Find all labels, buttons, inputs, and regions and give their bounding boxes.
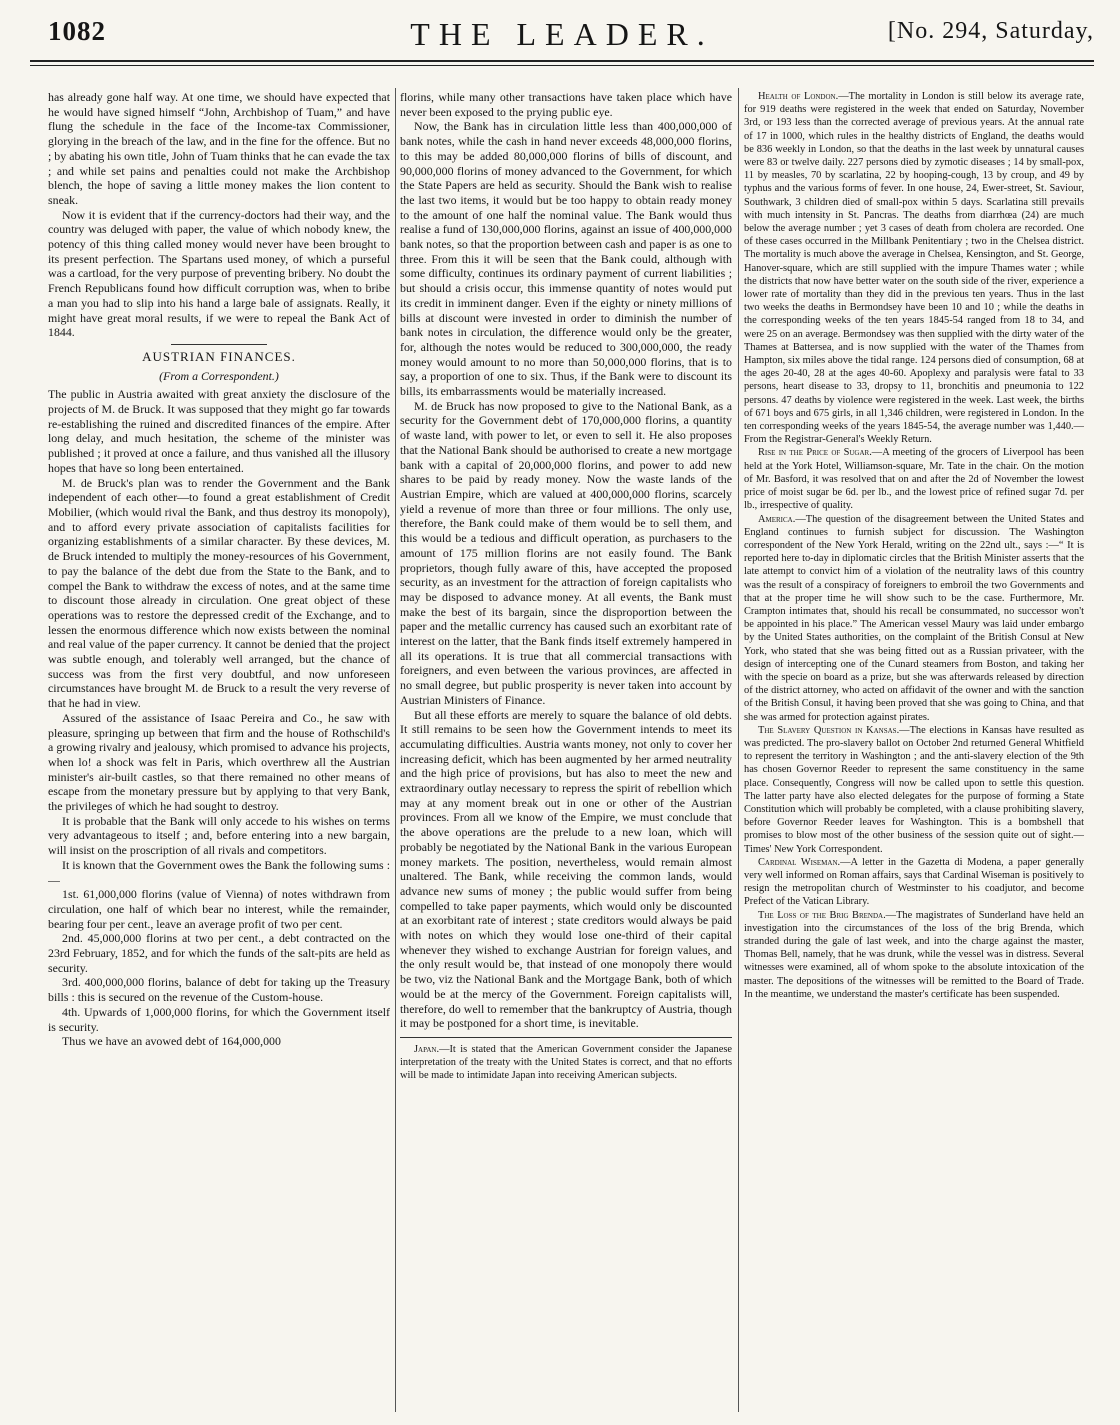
news-item-text: —The question of the disagreement between the United States and England continues to furnish subject for discussion. The Washington correspondent of the New York Herald, writing on the 22nd ult., says :—“ It is reported here to-day in diplomatic circles that the British Minister asserts that the late attempt to convict him of a violation of the neutrality laws of this country was the result of a conspiracy of foreigners to embroil the two Governments and that at the proper time he will show such to be the case. Furthermore, Mr. Crampton intimates that, should his recall be consummated, no successor won't be appointed in his place.” The American vessel Maury was laid under embargo by the United States authorities, on the complaint of the British Consul at New York, who stated that she was being fitted out as a Russian privateer, with the design of intercepting one of the Cunard steamers from Boston, and taking her with the specie on board as a prize, but she was afterwards released by direction of the district attorney, who acted on affidavit of the owner and with the sanction of the British Consul, it having been proved that she was going to China, and that she was armed for protection against pirates. [744,513,1084,723]
news-item [744,446,1084,512]
issue-info: [No. 294, Saturday, [887,18,1094,44]
section-divider [171,344,267,345]
footnote-rule [400,1037,732,1038]
news-item [744,856,1084,909]
news-item-heading: Health of London. [758,91,839,102]
paragraph: It is probable that the Bank will only accede to his wishes on terms very advantageous to itself ; and, before entering into a new bargain, will insist on the proscription of all rivals and competitors. [48,813,390,858]
footnote-heading: Japan. [414,1044,440,1055]
paragraph: florins, while many other transactions have taken place which have never been exposed to the prying public eye. [400,90,732,119]
news-item-text: —The mortality in London is still below its average rate, for 919 deaths were registered in the week that ended on Saturday, November 3rd, or 193 less than the corrected average of previous years. At the annual rate of 17 in 1000, which rules in the healthy districts of England, the deaths would be 836 weekly in London, so that the deaths in the last week by unnatural causes were 83 or twelve daily. 227 persons died by zymotic diseases ; 14 by small-pox, 11 by measles, 70 by scarlatina, 22 by hooping-cough, 13 by croup, and 49 by typhus and the various forms of fever. In one house, 24, Ewer-street, St. Saviour, Southwark, 3 children died of small-pox within 5 days. Scarlatina still prevails with much intensity in St. Pancras. The deaths from diarrhœa (24) are much below the average number ; yet 3 cases of death from cholera are recorded. One of these cases occurred in the Millbank Penitentiary ; two in the Chelsea district. The mortality is much above the average in Chelsea, Kensington, and St. George, Hanover-square, which are still supplied with the impure Thames water ; while the districts that now have better water on the south side of the river, experience a lower rate of mortality than they did in the previous ten years. Thus in the last two weeks the deaths in Bermondsey have been 10 and 10 ; while the deaths in the corresponding weeks of the ten years 1845-54 ranged from 18 to 34, and were 25 on an average. Bermondsey was then supplied with the dirty water of the Thames at Battersea, and is now supplied with the water of the Thames from Hampton, six miles above the tidal range. 124 persons died of consumption, 68 at the ages 20-40, 28 at the ages 40-60. Apoplexy and paralysis were fatal to 33 persons, heart disease to 33, dropsy to 11, bronchitis and pneumonia to 122 persons. 47 deaths by violence were registered in the week. Last week, the births of 671 boys and 675 girls, in all 1,346 children, were registered in London. In the ten corresponding weeks of the years 1845-54, the average number was 1,440.—From the Registrar-General's Weekly Return. [744,91,1084,446]
article-heading: AUSTRIAN FINANCES. [142,348,296,364]
news-item-heading: Cardinal Wiseman. [758,856,841,868]
paragraph: Now it is evident that if the currency-doctors had their way, and the country was deluged with paper, the value of which nobody knew, the potency of this thing called money would never have been brought to its present perfection. The Spartans used money, of which a purseful was a cartload, for the very purpose of preventing bribery. No doubt the French Republicans found how difficult corruption was, when to bribe a man you had to slip into his hand a large bale of assignats. Really, it might have great moral results, if we were to repeal the Bank Act of 1844. [48,207,390,340]
news-item [744,909,1084,1001]
paragraph: has already gone half way. At one time, we should have expected that he would have signed himself “John, Archbishop of Tuam,” and have flung the schedule in the face of the Income-tax Commissioner, glorying in the breach of the law, and in the fine for the offence. But no ; by abating his own title, John of Tuam thinks that he can evade the tax ; and while set pains and penalties could not make the Archbishop blench, the hope of saving a little money makes the lion content to sneak. [48,90,390,207]
news-item-text: —A meeting of the grocers of Liverpool has been held at the York Hotel, Williamson-square, Mr. Tate in the chair. On the motion of Mr. Basford, it was resolved that on and after the 2d of November the lowest price of moist sugar be 6d. per lb., and the lowest price of refined sugar 7d. per lb., irrespective of quality. [744,447,1084,512]
news-item-text: —The elections in Kansas have resulted as was predicted. The pro-slavery ballot on October 2nd returned General Whitfield to represent the territory in Washington ; and the anti-slavery election of the 9th has chosen Governor Reeder to represent the same constituency in the same place. Consequently, Congress will now be called upon to settle this question. The latter party have also elected delegates for the purpose of forming a State Constitution which will probably be completed, with a clause prohibiting slavery, before Governor Reeder leaves for Washington. This is a bombshell that promises to blow most of the other business of the session quite out of sight.—Times' New York Correspondent. [744,724,1084,855]
news-item-text: —A letter in the Gazetta di Modena, a paper generally very well informed on Roman affairs, says that Cardinal Wiseman is positively to resign the metropolitan church of Westminster to his coadjutor, and become Prefect of the Vatican Library. [744,856,1084,908]
footnote-text: —It is stated that the American Government consider the Japanese interpretation of the treaty with the United States is correct, and that no efforts will be made to intimidate Japan into receiving American subjects. [400,1044,732,1081]
footnote [400,1043,732,1082]
news-item-heading: The Slavery Question in Kansas. [758,724,900,736]
column-rule [395,88,396,1412]
newspaper-title: THE LEADER. [410,16,714,52]
news-item-heading: The Loss of the Brig Brenda. [758,909,886,921]
paragraph: M. de Bruck has now proposed to give to the National Bank, as a security for the Government debt of 170,000,000 florins, a quantity of waste land, with power to let, or even to sell it. He also proposes that the National Bank should be authorised to create a new mortgage bank with a capital of 20,000,000 florins, and power to add new shares to be paid by ready money. Now the waste lands of the Austrian Empire, which are valued at 400,000,000 florins, scarcely yield a revenue of more than three or four millions. The only use, therefore, the Bank could make of them would be to sell them, and this would be a tedious and difficult operation, as purchasers to the amount of 175 million florins are not easily found. The Bank proprietors, though fully aware of this, have accepted the proposed security, as an investment for the attraction of foreign capitalists who may be disposed to advance money. At all events, the Bank must make the best of its bargain, since the disproportion between the paper and the metallic currency has caused such an exorbitant rate of interest on the latter, that the Bank finds itself extremely hampered in all its operations. It is true that all commercial transactions with foreigners, and even between the various provinces, are affected in no small degree, but public prosperity is never taken into account by Austrian Ministers of Finance. [400,398,732,707]
column-3 [744,90,1084,1412]
paragraph: 4th. Upwards of 1,000,000 florins, for which the Government itself is security. [48,1004,390,1034]
paragraph: 2nd. 45,000,000 florins at two per cent., a debt contracted on the 23rd February, 1852, and for which the funds of the salt-pits are held as security. [48,931,390,975]
news-item [744,90,1084,446]
paragraph: The public in Austria awaited with great anxiety the disclosure of the projects of M. de Bruck. It was supposed that they might go far towards re-establishing the ruined and discredited finances of the empire. After long delay, and much hesitation, the scheme of the minister was published ; it proved at once a failure, and thus vanished all the illusory hopes that have so long been entertained. [48,387,390,475]
masthead-rule [30,60,1094,62]
paragraph: But all these efforts are merely to square the balance of old debts. It still remains to be seen how the Government intends to meet its accumulating difficulties. Austria wants money, not only to cover her increasing deficit, which has been augmented by her armed neutrality and the high price of provisions, but has also to meet the new and extraordinary outlay necessary to repress the spirit of rebellion which may at any moment break out in one or other of the Austrian provinces. From all we know of the Empire, we must conclude that the above operations are the prelude to a new loan, which will probably be negotiated by the National Bank in the various European money markets. The position, nevertheless, would remain almost unaltered. The Bank, while receiving the common lands, would advance new sums of money ; the public would suffer from being compelled to take paper payments, which would only be discounted at an exorbitant rate of interest ; state creditors would always be paid with notes on which they would lose one-third of their capital whenever they wished to exchange Austrian for foreign values, and the only result would be, that instead of one monopoly there would be two, viz the National Bank and the Mortgage Bank, both of which would be at the mercy of the Government. Foreign capitalists will, therefore, do well to remember that the bankruptcy of Austria, though it may be postponed for a short time, is inevitable. [400,707,732,1031]
news-item-heading: America. [758,513,796,525]
column-rule [738,88,739,1412]
column-2 [400,90,732,1412]
paragraph: 3rd. 400,000,000 florins, balance of debt for taking up the Treasury bills : this is secured on the revenue of the Custom-house. [48,975,390,1005]
masthead-rule-thin [30,65,1094,66]
article-byline: (From a Correspondent.) [159,368,279,383]
page-number: 1082 [48,16,106,46]
paragraph: Now, the Bank has in circulation little less than 400,000,000 of bank notes, while the cash in hand never exceeds 48,000,000 florins, to this may be added 80,000,000 florins of bills of discount, and 90,000,000 florins of money advanced to the Government, for which the State Papers are held as security. Should the Bank wish to realise the last two items, it would but be too happy to obtain ready money to the amount of one half the nominal value. The Bank would thus realise a fund of 130,000,000 florins, against an issue of 400,000,000 bank notes, so that the proportion between cash and paper is as one to three. From this it will be seen that the Bank could, although with some difficulty, continues its ordinary payment of current liabilities ; but should a crisis occur, this immense quantity of notes would put its credit in imminent danger. Even if the eighty or ninety millions of bills at discount were invested in order to diminish the number of bank notes in circulation, the difference would only be the greater, for, although the notes would be reduced to 300,000,000, the ready money would amount to no more than 50,000,000 florins, that is to say, a proportion of one to six. Thus, if the Bank were to discount its bills, its embarrassments would be materially increased. [400,119,732,399]
paragraph: 1st. 61,000,000 florins (value of Vienna) of notes withdrawn from circulation, one half of which bear no interest, while the remainder, bearing four per cent., leave an average profit of two per cent. [48,887,390,931]
news-item-text: —The magistrates of Sunderland have held an investigation into the circumstances of the loss of the brig Brenda, which stranded during the gale of last week, and into the charge against the master, Thomas Bell, namely, that he was drunk, while the vessel was in distress. Several witnesses were examined, all of whom spoke to the absolute intoxication of the master. The depositions of the witnesses will be remitted to the Board of Trade. In the meantime, we understand the master's certificate has been suspended. [744,909,1084,1000]
paragraph: Assured of the assistance of Isaac Pereira and Co., he saw with pleasure, springing up between that firm and the house of Rothschild's a growing rivalry and jealousy, which promised to advance his projects, when lo! a shock was felt in Paris, which overthrew all the Austrian minister's air-built castles, so that there remained no other means of escape from the monetary pressure but by applying to that very Bank, the privileges of which he had sought to destroy. [48,710,390,814]
paragraph: Thus we have an avowed debt of 164,000,000 [62,1034,281,1049]
paragraph: It is known that the Government owes the Bank the following sums :— [48,857,390,887]
news-item [744,513,1084,724]
masthead [30,12,1094,70]
news-item [744,724,1084,856]
news-item-heading: Rise in the Price of Sugar. [758,447,872,459]
column-1 [48,90,390,1412]
paragraph: M. de Bruck's plan was to render the Government and the Bank independent of each other—to found a great establishment of Credit Mobilier, (which would rival the Bank, and thus destroy its monopoly), and to afford every private association of capitalists facilities for organizing establishments of a similar character. By these devices, M. de Bruck intended to multiply the money-resources of his Government, to pay the balance of the debt due from the State to the Bank, and to compel the Bank to withdraw the excess of notes, and at the same time to discount those already in circulation. One great object of these operations was to restore the depressed credit of the Exchange, and to lessen the enormous difference which now exists between the nominal and real value of the paper currency. It cannot be denied that the project was subtle enough, and tolerably well arranged, but the chance of success was from the first very doubtful, and now unforeseen circumstances have brought M. de Bruck to a result the very reverse of that he had in view. [48,475,390,711]
